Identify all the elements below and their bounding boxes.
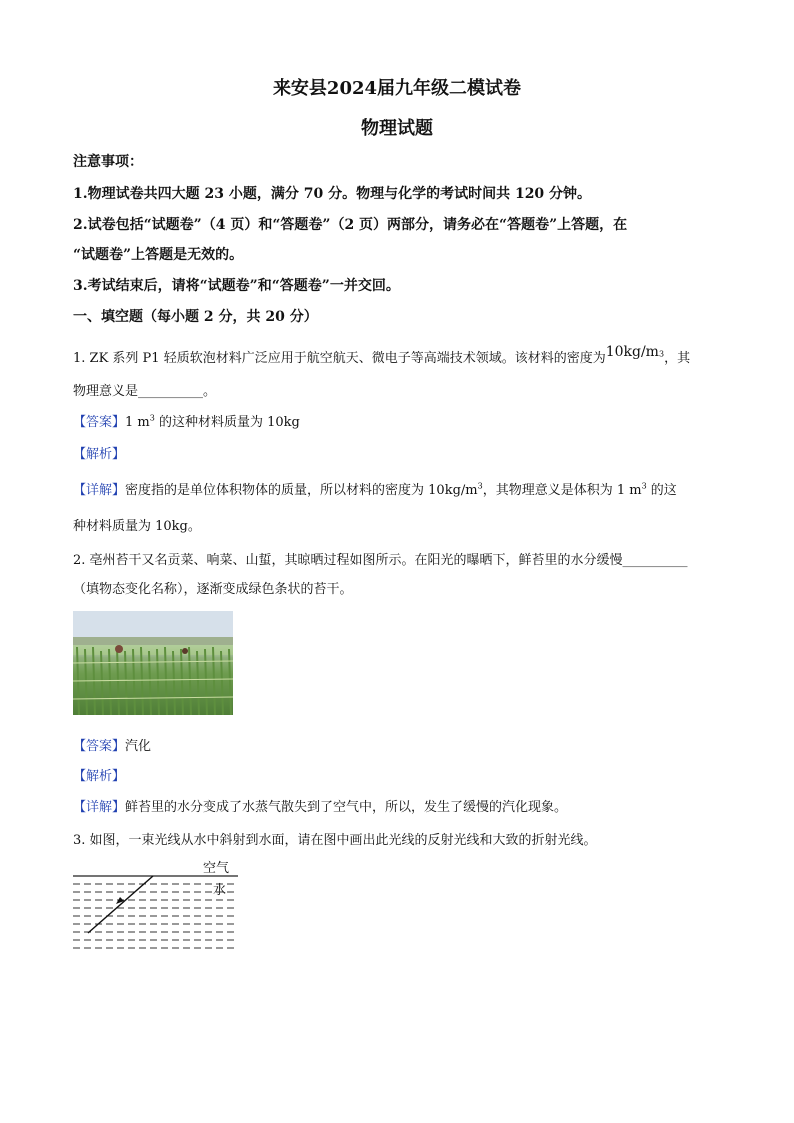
drying-racks-illustration bbox=[73, 611, 233, 715]
question-1-line-1: 1. ZK 系列 P1 轻质软泡材料广泛应用于航空航天、微电子等高端技术领域。该材料的密度为$10kg/m^3$，其 bbox=[73, 344, 691, 366]
notes-item-2-line-1: 2.试卷包括“试题卷”（4 页）和“答题卷”（2 页）两部分，请务必在“答题卷”上答题，在 bbox=[73, 217, 628, 233]
notes-item-1: 1.物理试卷共四大题 23 小题，满分 70 分。物理与化学的考试时间共 120 分钟。 bbox=[73, 186, 592, 202]
question-2-line-1: 2. 亳州苔干又名贡菜、响菜、山蜇，其晾晒过程如图所示。在阳光的曝晒下，鲜苔里的水分缓慢__________ bbox=[73, 553, 688, 568]
notes-item-3: 3.考试结束后，请将“试题卷”和“答题卷”一并交回。 bbox=[73, 278, 400, 294]
label-air: 空气 bbox=[203, 861, 230, 876]
drying-vegetable-photo bbox=[73, 611, 233, 715]
water-surface-diagram bbox=[73, 873, 238, 953]
notes-heading: 注意事项： bbox=[73, 154, 143, 170]
question-2-detail: 【详解】鲜苔里的水分变成了水蒸气散失到了空气中，所以，发生了缓慢的汽化现象。 bbox=[73, 800, 568, 815]
exam-title: 来安县2024届九年级二模试卷 bbox=[272, 78, 522, 99]
answer-tag: 【答案】 bbox=[73, 739, 126, 754]
question-1-detail-line-2: 种材料质量为 10kg。 bbox=[73, 519, 201, 534]
question-2-analysis-tag: 【解析】 bbox=[73, 769, 126, 784]
detail-tag: 【详解】 bbox=[73, 483, 126, 498]
question-1-answer: 【答案】1 $m^3$ 的这种材料质量为 10kg bbox=[73, 413, 300, 430]
question-2-answer: 【答案】汽化 bbox=[73, 739, 152, 754]
exam-subtitle: 物理试题 bbox=[361, 118, 433, 139]
section-1-heading: 一、填空题（每小题 2 分，共 20 分） bbox=[73, 309, 318, 325]
detail-tag: 【详解】 bbox=[73, 800, 126, 815]
answer-tag: 【答案】 bbox=[73, 415, 126, 430]
question-1-line-2: 物理意义是__________。 bbox=[73, 384, 217, 399]
notes-item-2-line-2: “试题卷”上答题是无效的。 bbox=[73, 247, 244, 263]
question-1-analysis-tag: 【解析】 bbox=[73, 447, 126, 462]
question-1-detail-line-1: 【详解】密度指的是单位体积物体的质量，所以材料的密度为 $10kg/m^3$，其物理意义是体积为 1 $m^3$ 的这 bbox=[73, 481, 677, 498]
water-hatching bbox=[73, 884, 238, 948]
question-3-line-1: 3. 如图，一束光线从水中斜射到水面，请在图中画出此光线的反射光线和大致的折射光线。 bbox=[73, 833, 597, 848]
question-2-line-2: （填物态变化名称），逐渐变成绿色条状的苔干。 bbox=[73, 582, 353, 597]
label-water: 水 bbox=[213, 883, 227, 898]
